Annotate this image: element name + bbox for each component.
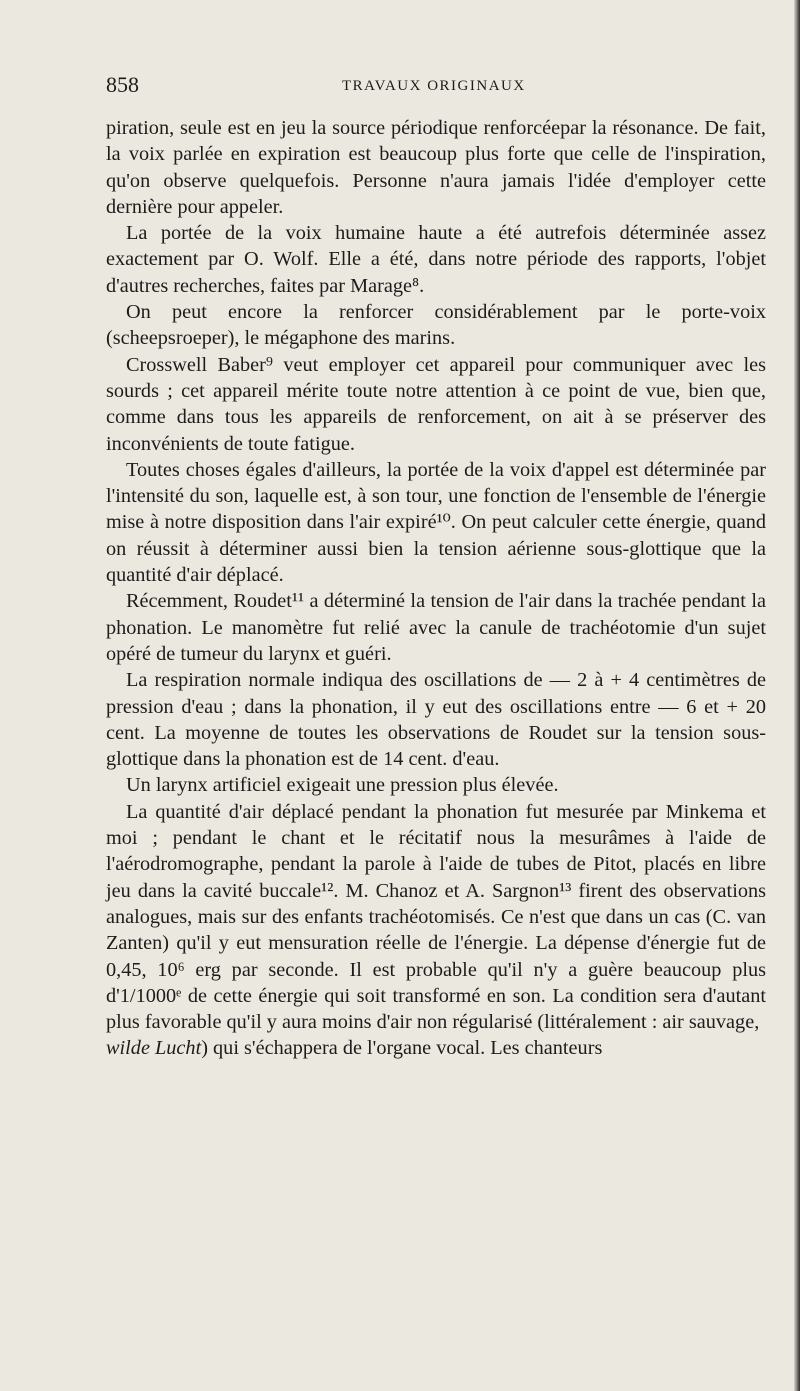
paragraph: piration, seule est en jeu la source périodique renforcéepar la résonance. De fait, la voix parlée en expiration est beaucoup plus forte que celle de l'inspiration, qu'on observe quelquefois. Personne n'aura jamais l'idée d'employer cette dernière pour appeler. — [106, 117, 766, 218]
paragraph: La quantité d'air déplacé pendant la phonation fut mesurée par Minkema et moi ; pendant le chant et le récitatif nous la mesurâmes à l'aide de l'aérodromographe, pendant la parole à l'aide de tubes de Pitot, placés en libre jeu dans la cavité buccale¹². M. Chanoz et A. Sargnon¹³ firent des observations analogues, mais sur des enfants trachéotomisés. Ce n'est que dans un cas (C. van Zanten) qu'il y eut mensuration réelle de l'énergie. La dépense d'énergie fut de 0,45, 10⁶ erg par seconde. Il est probable qu'il n'y a guère beaucoup plus d'1/1000ᵉ de cette énergie qui soit transformé en son. La condition sera d'autant plus favorable qu'il y aura moins d'air non régularisé (littéralement : air sauvage, — [106, 800, 766, 1034]
paragraph: Toutes choses égales d'ailleurs, la portée de la voix d'appel est déterminée par l'intensité du son, laquelle est, à son tour, une fonction de l'ensemble de l'énergie mise à notre disposition dans l'air expiré¹⁰. On peut calculer cette énergie, quand on réussit à déterminer aussi bien la tension aérienne sous-glottique que la quantité d'air déplacé. — [106, 458, 766, 587]
paragraph: Crosswell Baber⁹ veut employer cet appareil pour communiquer avec les sourds ; cet appareil mérite toute notre attention à ce point de vue, bien que, comme dans tous les appareils de renforcement, on ait à se préserver des inconvénients de toute fatigue. — [106, 353, 766, 455]
page-edge-shadow — [794, 0, 800, 1391]
paragraph: Récemment, Roudet¹¹ a déterminé la tension de l'air dans la trachée pendant la phonation. Le manomètre fut relié avec la canule de trachéotomie d'un sujet opéré de tumeur du larynx et guéri. — [106, 590, 766, 665]
paragraph: Un larynx artificiel exigeait une pression plus élevée. — [126, 774, 559, 797]
page-header — [106, 72, 766, 102]
paragraph: On peut encore la renforcer considérablement par le porte-voix (scheepsroeper), le mégaphone des marins. — [106, 301, 766, 350]
paragraph: La respiration normale indiqua des oscillations de — 2 à + 4 centimètres de pression d'eau ; dans la phonation, il y eut des oscillations entre — 6 et + 20 cent. La moyenne de toutes les observations de Roudet sur la tension sous-glottique dans la phonation est de 14 cent. d'eau. — [106, 669, 766, 771]
running-title: TRAVAUX ORIGINAUX — [342, 78, 526, 94]
last-line-text: ) qui s'échappera de l'organe vocal. Les chanteurs — [201, 1037, 603, 1060]
italic-term: wilde Lucht — [106, 1037, 202, 1060]
body-text — [106, 115, 766, 1062]
paragraph: La portée de la voix humaine haute a été autrefois déterminée assez exactement par O. Wolf. Elle a été, dans notre période des rapports, l'objet d'autres recherches, faites par Marage⁸. — [106, 222, 766, 297]
page-number: 858 — [106, 72, 139, 97]
paragraph-last-line — [106, 1035, 766, 1061]
